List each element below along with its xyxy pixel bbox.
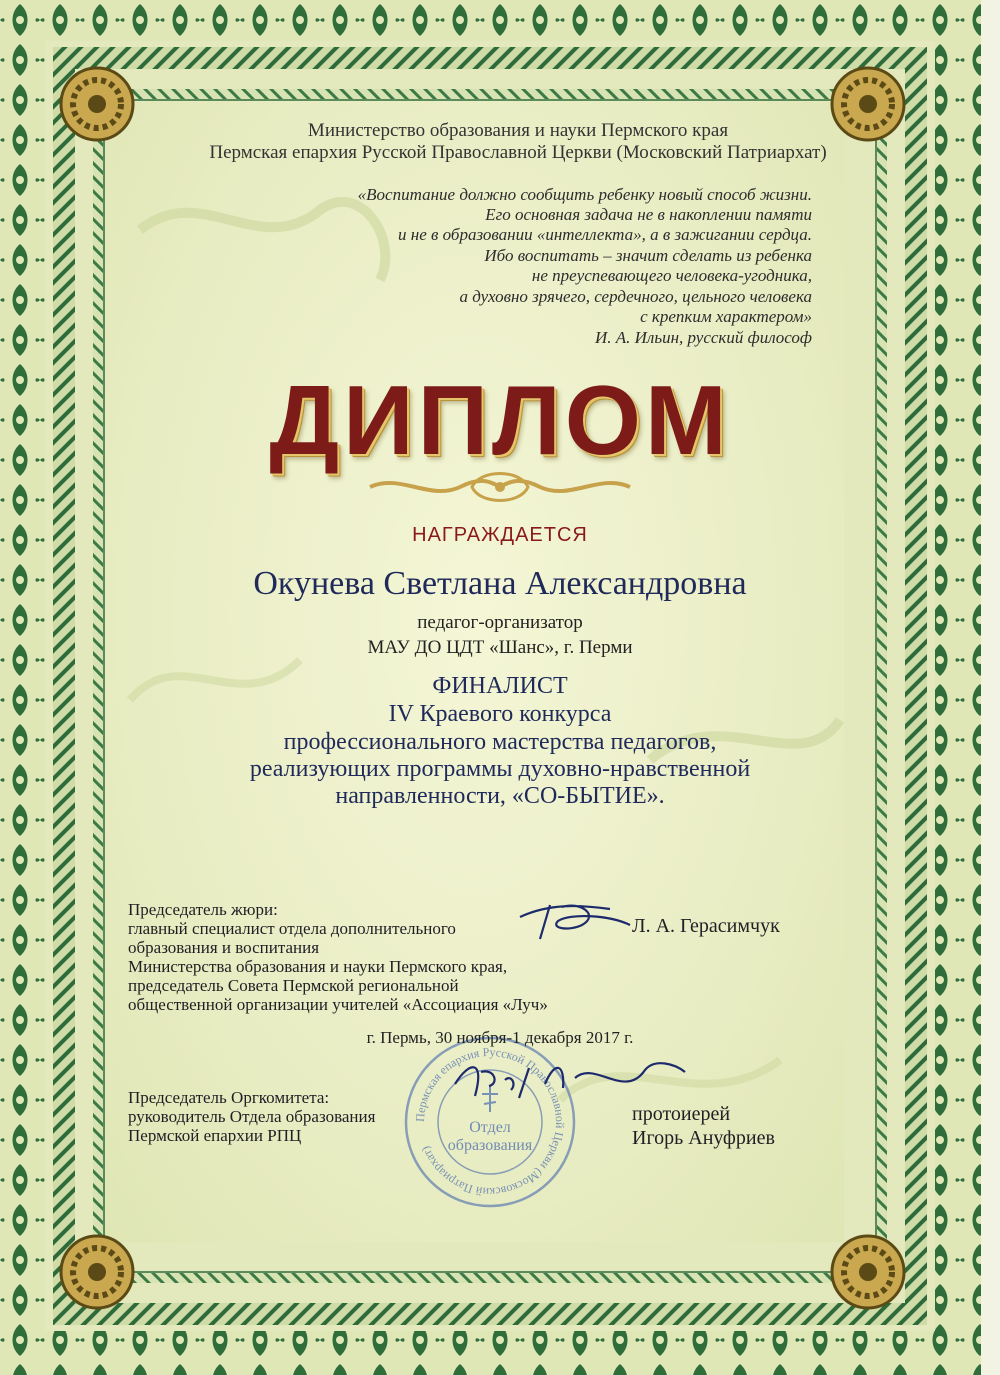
header-line-ministry: Министерство образования и науки Пермского края (307, 120, 729, 141)
orgcommittee-line: Пермской епархии РПЦ (128, 1126, 302, 1145)
orgcommittee-line: руководитель Отдела образования (128, 1107, 376, 1126)
jury-line: главный специалист отдела дополнительного (128, 919, 456, 938)
corner-medallion-icon (832, 1236, 904, 1308)
diploma-title: ДИПЛОМ (269, 365, 731, 475)
recipient-organization: МАУ ДО ЦДТ «Шанс», г. Перми (367, 637, 633, 658)
epigraph-line: «Воспитание должно сообщить ребенку новый способ жизни. (357, 185, 812, 204)
orgcommittee-signature-icon (445, 1050, 695, 1110)
orgcommittee-signatory: Игорь Ануфриев (632, 1127, 775, 1149)
achievement-line: реализующих программы духовно-нравственной (249, 756, 751, 782)
recipient-position: педагог-организатор (417, 612, 583, 633)
recipient-name: Окунева Светлана Александровна (253, 565, 747, 602)
stamp-center-line: Отдел (469, 1119, 511, 1136)
corner-medallion-icon (61, 1236, 133, 1308)
jury-signature-icon (510, 895, 640, 945)
jury-line: Председатель жюри: (128, 900, 278, 919)
epigraph-line: с крепким характером» (640, 307, 812, 326)
epigraph-line: и не в образовании «интеллекта», а в зажигании сердца. (398, 225, 812, 244)
stamp-center-line: образования (447, 1137, 533, 1154)
stamp-ring-text: Пермская епархия Русской Православной Церкви (Московский Патриархат) (412, 1044, 568, 1200)
awarded-label: НАГРАЖДАЕТСЯ (412, 524, 588, 546)
achievement-line: профессионального мастерства педагогов, (283, 729, 717, 755)
achievement-line: направленности, «СО-БЫТИЕ». (335, 783, 665, 809)
achievement-line: IV Краевого конкурса (388, 701, 612, 727)
header-line-eparchy: Пермская епархия Русской Православной Церкви (Московский Патриархат) (209, 142, 827, 163)
jury-line: председатель Совета Пермской региональной (128, 976, 459, 995)
epigraph-author: И. А. Ильин, русский философ (594, 328, 812, 347)
orgcommittee-signatory-title: протоиерей (632, 1103, 731, 1125)
place-and-date: г. Пермь, 30 ноября-1 декабря 2017 г. (366, 1028, 634, 1047)
jury-signatory: Л. А. Герасимчук (632, 915, 780, 937)
epigraph-line: Его основная задача не в накоплении памяти (485, 205, 812, 224)
jury-line: общественной организации учителей «Ассоциация «Луч» (128, 995, 548, 1014)
achievement-status: ФИНАЛИСТ (432, 673, 568, 699)
jury-line: Министерства образования и науки Пермского края, (128, 957, 508, 976)
orgcommittee-line: Председатель Оргкомитета: (128, 1088, 330, 1107)
title-ornament-icon (370, 474, 630, 501)
epigraph-line: Ибо воспитать – значит сделать из ребенка (484, 246, 812, 265)
epigraph-line: не преуспевающего человека-угодника, (531, 266, 812, 285)
epigraph-line: а духовно зрячего, сердечного, цельного человека (459, 287, 812, 306)
jury-line: образования и воспитания (128, 938, 320, 957)
